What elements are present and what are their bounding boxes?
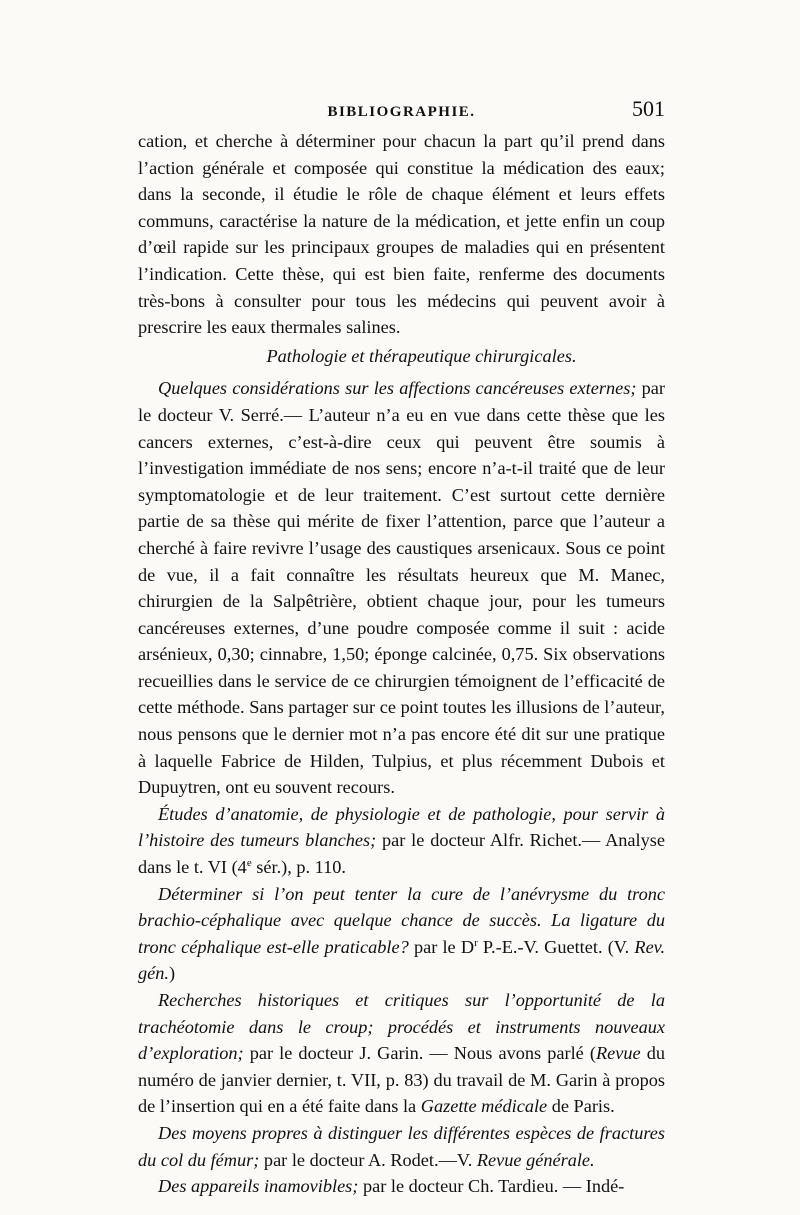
bibliography-entry [138, 1120, 665, 1173]
bibliography-entry [138, 375, 665, 801]
superscript: e [246, 856, 252, 869]
entry-text-mid: P.-E.-V. Guettet. (V. [477, 936, 635, 957]
entry-title: Recherches historiques et critiques sur l’opportunité de la trachéotomie dans le croup; procédés et instruments nouveaux d’exploration; [138, 990, 665, 1064]
entry-title: Déterminer si l’on peut tenter la cure de l’anévrysme du tronc brachio-céphalique avec quelque chance de succès. La ligature du tronc céphalique est-elle praticable? [138, 883, 665, 957]
page-number: 501 [632, 96, 665, 121]
entry-text-end: sér.), p. 110. [251, 857, 346, 878]
entry-title: Quelques considérations sur les affections cancéreuses externes; [158, 378, 637, 399]
entry-text: par le docteur Alfr. Richet.— Analyse dans le t. VI (4 [138, 830, 665, 878]
entry-text: par le docteur V. Serré.— L’auteur n’a eu en vue dans cette thèse que les cancers externes, c’est-à-dire ceux qui peuvent être soumis à l’investigation immédiate de nos sens; encore n’a-t-il traité que de leur symptomatologie et de leur traitement. C’est surtout cette dernière partie de sa thèse qui mérite de fixer l’attention, parce que l’auteur a cherché à faire revivre l’usage des caustiques arsenicaux. Sous ce point de vue, il a fait connaître les résultats heureux que M. Manec, chirurgien de la Salpêtrière, obtient chaque jour, pour les tumeurs cancéreuses externes, d’une poudre composée comme il suit : acide arsénieux, 0,30; cinnabre, 1,50; éponge calcinée, 0,75. Six observations recueillies dans le service de ce chirurgien témoignent de l’efficacité de cette méthode. Sans partager sur ce point toutes les illusions de l’auteur, nous pensons que le dernier mot n’a pas encore été dit sur une pratique à laquelle Fabrice de Hilden, Tulpius, et plus récemment Dubois et Dupuytren, ont eu souvent recours. [138, 378, 665, 798]
journal-reference: Gazette médicale [420, 1096, 548, 1117]
entry-text: par le docteur Ch. Tardieu. — Indé- [358, 1176, 625, 1197]
bibliography-entry [138, 1173, 665, 1200]
running-title: BIBLIOGRAPHIE. [327, 104, 476, 120]
entry-title: Des appareils inamovibles; [158, 1176, 359, 1197]
journal-reference: Revue [595, 1043, 641, 1064]
entry-text: par le docteur A. Rodet.—V. [259, 1149, 477, 1170]
body-text [138, 128, 665, 1200]
entry-text-end: de Paris. [547, 1096, 615, 1117]
paragraph-continuation: cation, et cherche à déterminer pour chacun la part qu’il prend dans l’action générale et composée qui constitue la médication des eaux; dans la seconde, il étudie le rôle de chaque élément et leurs effets communs, caractérise la nature de la médication, et jette enfin un coup d’œil rapide sur les principaux groupes de maladies qui en présentent l’indication. Cette thèse, qui est bien faite, renferme des documents très-bons à consulter pour tous les médecins qui peuvent avoir à prescrire les eaux thermales salines. [138, 131, 665, 338]
running-head [138, 96, 665, 126]
entry-text: par le D [408, 936, 475, 957]
journal-reference: Rev. gén. [138, 936, 666, 984]
bibliography-entry [138, 881, 665, 987]
journal-reference: Revue générale. [476, 1149, 595, 1170]
entry-title: Des moyens propres à distinguer les différentes espèces de fractures du col du fémur; [138, 1122, 665, 1170]
bibliography-entry [138, 801, 665, 881]
bibliography-entry [138, 987, 665, 1120]
entry-title: Études d’anatomie, de physiologie et de pathologie, pour servir à l’histoire des tumeurs blanches; [138, 803, 665, 851]
entry-text-mid: du numéro de janvier dernier, t. VII, p. 83) du travail de M. Garin à propos de l’insertion qui en a été faite dans la [138, 1043, 665, 1117]
entry-text: par le docteur J. Garin. — Nous avons parlé ( [243, 1043, 596, 1064]
superscript: r [474, 936, 478, 949]
section-heading: Pathologie et thérapeutique chirurgicales. [266, 345, 577, 366]
entry-text-end: ) [168, 963, 176, 984]
